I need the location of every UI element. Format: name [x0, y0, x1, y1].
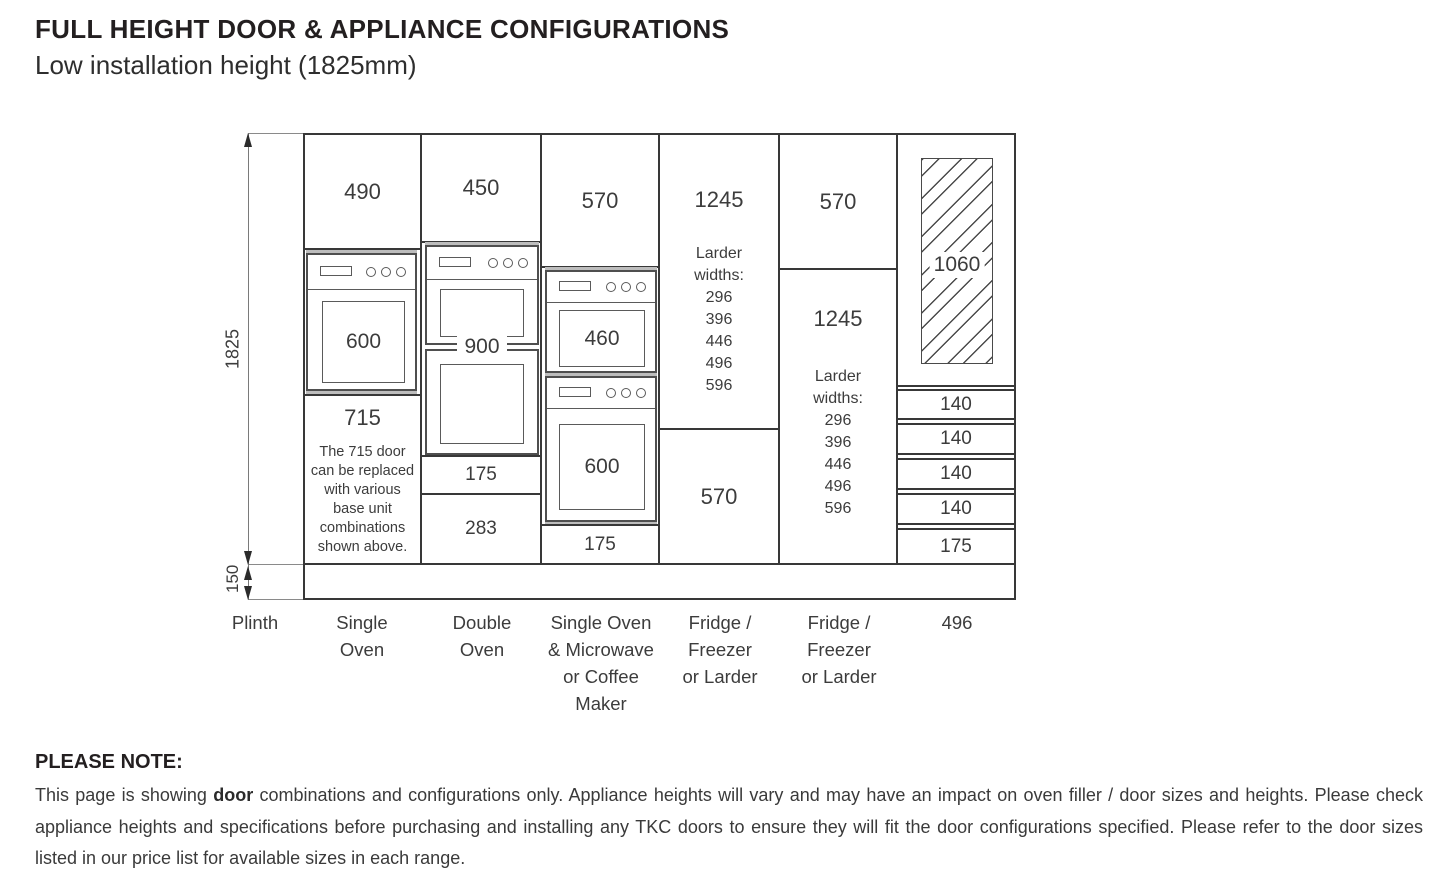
- larder-door-1245: 1245 Larder widths: 296 396 446 496 596: [658, 133, 780, 430]
- microwave-appliance: [545, 270, 657, 373]
- label-496: 496: [941, 612, 973, 633]
- door-570: 570: [540, 133, 660, 268]
- extension-line-plinth-bottom: [249, 599, 303, 600]
- double-oven-lower: [425, 349, 539, 455]
- extension-line-plinth-top: [249, 564, 303, 565]
- door-570: 570: [658, 428, 780, 565]
- double-oven-lower-door: [440, 364, 524, 444]
- dimension-line-vertical: [248, 133, 249, 600]
- oven-door-600: 600: [559, 424, 645, 510]
- oven-control-panel: [427, 247, 537, 280]
- dimension-1825-label: 1825: [222, 328, 243, 370]
- larder-door-1245: 1245 Larder widths: 296 396 446 496 596: [778, 268, 898, 565]
- door-715-note: The 715 door can be replaced with various base unit combinations shown above.: [310, 444, 415, 555]
- double-oven-upper: [425, 245, 539, 345]
- door-715: [303, 394, 422, 565]
- oven-control-panel: [308, 255, 415, 290]
- note-bold-word: door: [213, 785, 254, 805]
- plinth-label: Plinth: [231, 612, 279, 633]
- oven-door-600: 600: [322, 301, 405, 383]
- oven-display-icon: [320, 266, 352, 276]
- glass-door-unit: [896, 133, 1016, 387]
- door-175: 175: [420, 455, 542, 495]
- microwave-knobs-icon: [606, 282, 646, 292]
- oven-knobs-icon: [366, 267, 406, 277]
- microwave-control-panel: [547, 272, 655, 303]
- door-490: 490: [303, 133, 422, 250]
- drawer-140: 140: [896, 423, 1016, 455]
- label-double-oven: Double Oven: [452, 612, 512, 660]
- microwave-door-460: 460: [559, 310, 645, 367]
- drawer-140: 140: [896, 458, 1016, 490]
- microwave-display-icon: [559, 281, 591, 291]
- glass-panel-hatch: [921, 158, 993, 364]
- drawer-175: 175: [896, 528, 1016, 565]
- page-title: FULL HEIGHT DOOR & APPLIANCE CONFIGURATIONS: [35, 14, 730, 44]
- drawer-140: 140: [896, 389, 1016, 420]
- oven-900-label: 900: [425, 335, 539, 359]
- oven-control-panel: [547, 378, 655, 409]
- larder-widths-list: Larder widths: 296 396 446 496 596: [694, 245, 744, 394]
- door-715-label: 715: [344, 405, 381, 430]
- door-450: 450: [420, 133, 542, 243]
- oven-knobs-icon: [606, 388, 646, 398]
- glass-door-1060-label: 1060: [930, 252, 985, 278]
- label-single-oven-microwave: Single Oven & Microwave or Coffee Maker: [548, 612, 654, 714]
- label-fridge-freezer-1: Fridge / Freezer or Larder: [682, 612, 758, 687]
- note-body: This page is showing door combinations and configurations only. Appliance heights will vary and may have an impact on oven filler / door sizes and heights. Please check appliance heights and specifications before purchasing and installing any TKC doors to ensure they will fit the door configurations specified. Please refer to the door sizes listed in our price list for available sizes in each range.: [35, 785, 1423, 868]
- label-fridge-freezer-2: Fridge / Freezer or Larder: [801, 612, 877, 687]
- note-heading: PLEASE NOTE:: [35, 751, 183, 773]
- oven-knobs-icon: [488, 258, 528, 268]
- page-subtitle: Low installation height (1825mm): [35, 50, 417, 80]
- larder-widths-list: Larder widths: 296 396 446 496 596: [813, 368, 863, 517]
- label-single-oven: Single Oven: [336, 612, 388, 660]
- door-570: 570: [778, 133, 898, 270]
- door-175: 175: [540, 524, 660, 565]
- dimension-150-label: 150: [223, 564, 242, 594]
- oven-display-icon: [439, 257, 471, 267]
- double-oven-appliance: [425, 245, 539, 455]
- single-oven-appliance: [306, 253, 417, 391]
- oven-display-icon: [559, 387, 591, 397]
- extension-line-top: [249, 133, 303, 134]
- plinth-strip: [303, 563, 1016, 600]
- door-283: 283: [420, 493, 542, 565]
- double-oven-upper-door: [440, 289, 524, 337]
- drawer-140: 140: [896, 493, 1016, 525]
- single-oven-appliance-2: [545, 376, 657, 522]
